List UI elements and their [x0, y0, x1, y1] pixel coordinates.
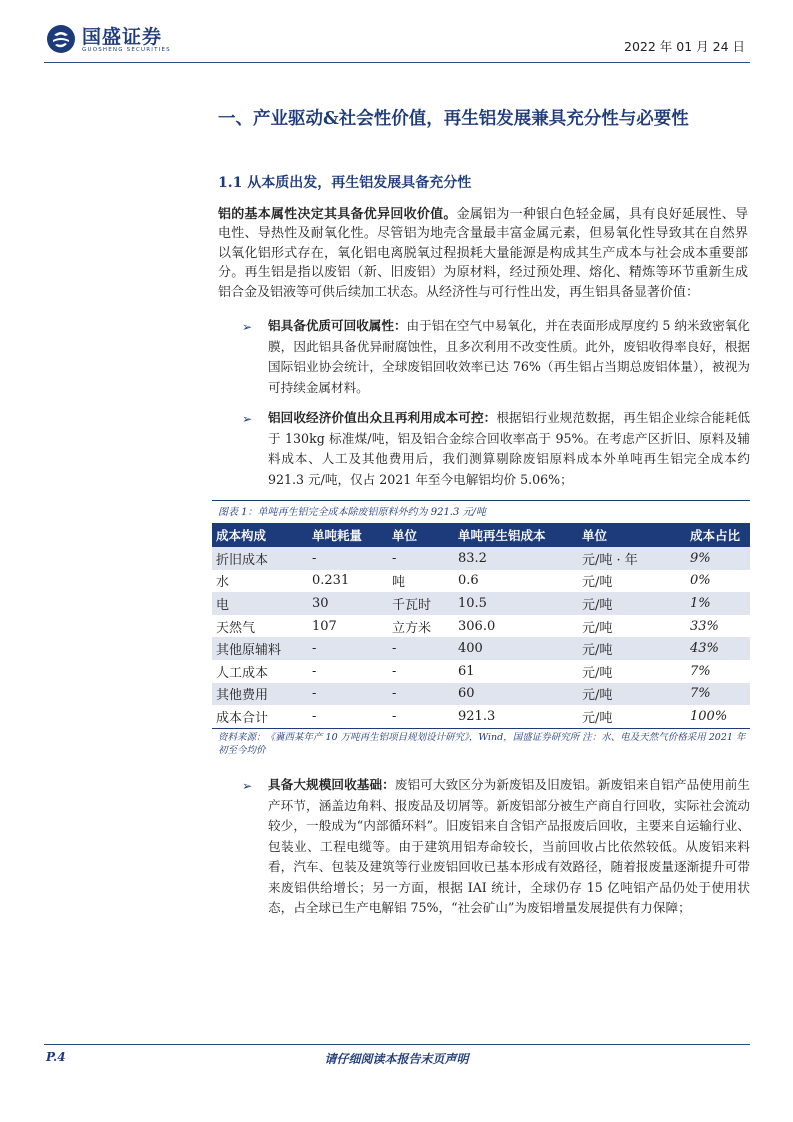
table-cell: 60	[454, 683, 578, 706]
table-cell: 元/吨	[578, 705, 686, 728]
table-cell: -	[308, 547, 388, 570]
table-cell: 元/吨	[578, 683, 686, 706]
table-row	[212, 637, 750, 660]
section-title: 一、产业驱动&社会性价值，再生铝发展兼具充分性与必要性	[218, 109, 689, 129]
table-cell: 元/吨	[578, 660, 686, 683]
table-caption: 图表 1：单吨再生铝完全成本除废铝原料外约为 921.3 元/吨	[218, 507, 486, 518]
report-date: 2022 年 01 月 24 日	[624, 39, 745, 54]
table-cell: -	[308, 660, 388, 683]
table-row-total	[212, 705, 750, 728]
subsection-title: 1.1 从本质出发，再生铝发展具备充分性	[218, 175, 472, 191]
table-cell: 400	[454, 637, 578, 660]
bullet-arrow-icon: ➢	[242, 320, 253, 334]
table-cell: 921.3	[454, 705, 578, 728]
table-cell: 元/吨	[578, 570, 686, 593]
table-cell: 100%	[686, 705, 750, 728]
table-cell: 61	[454, 660, 578, 683]
table-header-cell: 单吨耗量	[308, 523, 388, 547]
table-cell: 33%	[686, 615, 750, 638]
table-cell: -	[388, 637, 454, 660]
caption-divider	[212, 500, 750, 501]
table-cell: 千瓦时	[388, 592, 454, 615]
table-cell: 其他费用	[212, 683, 308, 706]
table-cell: 成本合计	[212, 705, 308, 728]
bullet-body: 废铝可大致区分为新废铝及旧废铝。新废铝来自铝产品使用前生产环节，涵盖边角料、报废品及切屑等。新废铝部分被生产商自行回收，实际社会流动较少，一般成为“内部循环料”。旧废铝来自含铝产品报废后回收，主要来自运输行业、包装业、工程电缆等。由于建筑用铝寿命较长，当前回收占比依然较低。从废铝来料看，汽车、包装及建筑等行业废铝回收已基本形成有效路径，随着报废量逐渐提升可带来废铝供给增长；另一方面，根据 IAI 统计，全球仍存 15 亿吨铝产品仍处于使用状态，占全球已生产电解铝 75%，“社会矿山”为废铝增量发展提供有力保障；	[268, 777, 751, 915]
bullet-lead: 具备大规模回收基础：	[268, 777, 395, 792]
cost-table	[212, 523, 750, 729]
bullet-paragraph	[268, 316, 750, 398]
table-cell: 10.5	[454, 592, 578, 615]
table-cell: 元/吨 · 年	[578, 547, 686, 570]
table-cell: 0.231	[308, 570, 388, 593]
bullet-arrow-icon: ➢	[242, 412, 253, 426]
bullet-lead: 铝回收经济价值出众且再利用成本可控：	[268, 410, 497, 425]
table-cell: 元/吨	[578, 637, 686, 660]
intro-body: 金属铝为一种银白色轻金属，具有良好延展性、导电性、导热性及耐氧化性。尽管铝为地壳含量最丰富金属元素，但易氧化性导致其在自然界以氧化铝形式存在，氧化铝电离脱氧过程损耗大量能源是构成其生产成本与社会成本重要部分。再生铝是指以废铝（新、旧废铝）为原材料，经过预处理、熔化、精炼等环节重新生成铝合金及铝液等可供后续加工状态。从经济性与可行性出发，再生铝具备显著价值：	[218, 207, 748, 300]
table-cell: 0%	[686, 570, 750, 593]
table-cell: 0.6	[454, 570, 578, 593]
table-header-row	[212, 523, 750, 547]
bullet-paragraph	[268, 408, 750, 490]
table-cell: 水	[212, 570, 308, 593]
table-cell: -	[388, 683, 454, 706]
bullet-lead: 铝具备优质可回收属性：	[268, 318, 407, 333]
bullet-body: 根据铝行业规范数据，再生铝企业综合能耗低于 130kg 标准煤/吨，铝及铝合金综合回收率高于 95%。在考虑产区折旧、原料及辅料成本、人工及其他费用后，我们测算剔除废铝原料成本外单吨再生铝完全成本约 921.3 元/吨，仅占 2021 年至今电解铝均价 5.06%；	[268, 410, 751, 487]
table-header-cell: 单位	[388, 523, 454, 547]
table-cell: 7%	[686, 683, 750, 706]
table-row	[212, 592, 750, 615]
table-source-note: 资料来源：《冀西某年产 10 万吨再生铝项目规划设计研究》，Wind，国盛证券研究所 注：水、电及天然气价格采用 2021 年初至今均价	[218, 732, 746, 756]
table-cell: 107	[308, 615, 388, 638]
table-row	[212, 660, 750, 683]
logo-icon	[46, 24, 76, 54]
table-header-cell: 成本占比	[686, 523, 750, 547]
table-cell: 1%	[686, 592, 750, 615]
table-cell: 电	[212, 592, 308, 615]
table-cell: 43%	[686, 637, 750, 660]
bullet-body: 由于铝在空气中易氧化，并在表面形成厚度约 5 纳米致密氧化膜，因此铝具备优异耐腐蚀性，且多次利用不改变性质。此外，废铝收得率良好，根据国际铝业协会统计，全球废铝回收效率已达 76%（再生铝占当期总废铝体量），被视为可持续金属材料。	[268, 318, 750, 395]
table-cell: 立方米	[388, 615, 454, 638]
brand-subtitle: GUOSHENG SECURITIES	[82, 47, 171, 53]
page-number: P.4	[46, 1050, 66, 1064]
table-cell: -	[388, 705, 454, 728]
table-row	[212, 547, 750, 570]
table-cell: -	[388, 547, 454, 570]
brand-name: 国盛证券	[82, 26, 163, 48]
table-cell: 306.0	[454, 615, 578, 638]
table-cell: 7%	[686, 660, 750, 683]
header-divider	[44, 62, 750, 63]
table-cell: 折旧成本	[212, 547, 308, 570]
table-header-cell: 成本构成	[212, 523, 308, 547]
intro-lead: 铝的基本属性决定其具备优异回收价值。	[218, 207, 457, 222]
footer-disclaimer: 请仔细阅读本报告末页声明	[324, 1052, 469, 1066]
table-cell: -	[388, 660, 454, 683]
intro-paragraph	[218, 205, 748, 302]
table-cell: 元/吨	[578, 592, 686, 615]
table-cell: 83.2	[454, 547, 578, 570]
table-cell: 天然气	[212, 615, 308, 638]
table-cell: 其他原辅料	[212, 637, 308, 660]
table-cell: 元/吨	[578, 615, 686, 638]
footer-divider	[44, 1044, 750, 1045]
table-row	[212, 615, 750, 638]
table-cell: 人工成本	[212, 660, 308, 683]
table-header-cell: 单吨再生铝成本	[454, 523, 578, 547]
table-cell: 30	[308, 592, 388, 615]
bullet-paragraph	[268, 775, 750, 919]
bullet-arrow-icon: ➢	[242, 779, 253, 793]
table-row	[212, 683, 750, 706]
table-header-cell: 单位	[578, 523, 686, 547]
table-row	[212, 570, 750, 593]
table-cell: 9%	[686, 547, 750, 570]
table-cell: -	[308, 683, 388, 706]
table-cell: -	[308, 705, 388, 728]
table-cell: -	[308, 637, 388, 660]
table-cell: 吨	[388, 570, 454, 593]
